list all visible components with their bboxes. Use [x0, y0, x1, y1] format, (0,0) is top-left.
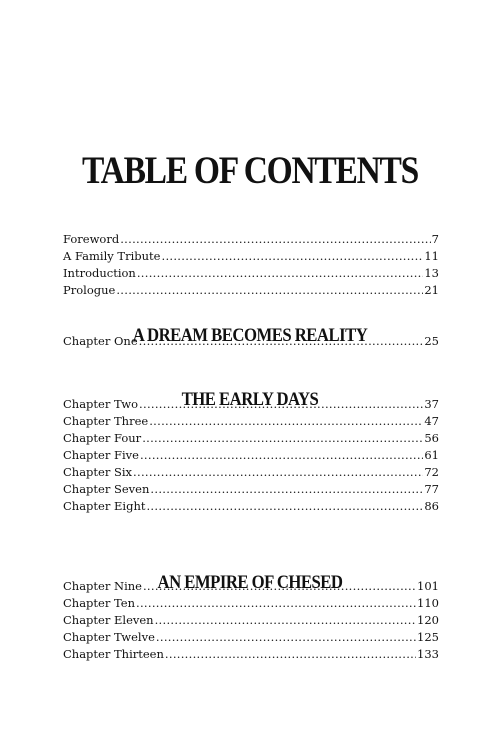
toc-page-number: 47 [424, 414, 439, 428]
dot-leader [150, 481, 423, 498]
dot-leader [116, 282, 423, 299]
section-heading-early-days: THE EARLY DAYS [181, 388, 319, 410]
toc-page-number: 13 [424, 266, 439, 280]
section-heading-dream-becomes-reality: A DREAM BECOMES REALITY [132, 324, 368, 346]
toc-page-number: 86 [424, 499, 439, 513]
toc-entry-title: Chapter Twelve [63, 630, 155, 644]
dot-leader [137, 265, 424, 282]
dot-leader [140, 447, 423, 464]
dot-leader [139, 333, 424, 350]
toc-entry-prologue[interactable] [63, 282, 439, 299]
toc-page-number: 133 [417, 647, 439, 661]
toc-entry-chapter-eight[interactable] [63, 498, 439, 515]
dot-leader [142, 430, 423, 447]
toc-entry-title: Chapter Four [63, 431, 142, 445]
toc-page-number: 61 [424, 448, 439, 462]
toc-entry-chapter-thirteen[interactable] [63, 646, 439, 663]
toc-entry-chapter-five[interactable] [63, 447, 439, 464]
dot-leader [143, 578, 416, 595]
toc-page-number: 56 [424, 431, 439, 445]
toc-entry-title: Chapter Eleven [63, 613, 154, 627]
toc-entry-title: A Family Tribute [63, 249, 161, 263]
section-heading-empire-of-chesed: AN EMPIRE OF CHESED [157, 571, 343, 593]
toc-entry-family-tribute[interactable] [63, 248, 439, 265]
toc-page-number: 125 [417, 630, 439, 644]
toc-entry-chapter-seven[interactable] [63, 481, 439, 498]
front-matter-list [63, 231, 439, 299]
toc-page-number: 120 [417, 613, 439, 627]
toc-page-number: 77 [424, 482, 439, 496]
toc-page-number: 110 [417, 596, 439, 610]
toc-entry-chapter-three[interactable] [63, 413, 439, 430]
toc-entry-chapter-nine[interactable] [63, 578, 439, 595]
toc-entry-title: Chapter Seven [63, 482, 150, 496]
dot-leader [120, 231, 430, 248]
section-entries-dream-becomes-reality [63, 333, 439, 350]
section-entries-empire-of-chesed [63, 578, 439, 663]
toc-entry-chapter-four[interactable] [63, 430, 439, 447]
toc-entry-chapter-six[interactable] [63, 464, 439, 481]
page-title: TABLE OF CONTENTS [82, 149, 418, 193]
dot-leader [149, 413, 423, 430]
toc-entry-introduction[interactable] [63, 265, 439, 282]
toc-entry-chapter-one[interactable] [63, 333, 439, 350]
toc-entry-title: Chapter Thirteen [63, 647, 164, 661]
dot-leader [161, 248, 423, 265]
toc-entry-title: Chapter Two [63, 397, 139, 411]
toc-page-number: 21 [424, 283, 439, 297]
toc-entry-title: Chapter Five [63, 448, 139, 462]
toc-entry-foreword[interactable] [63, 231, 439, 248]
toc-page-number: 25 [424, 334, 439, 348]
dot-leader [146, 498, 423, 515]
toc-entry-title: Introduction [63, 266, 136, 280]
toc-page-number: 37 [424, 397, 439, 411]
toc-page-number: 101 [417, 579, 439, 593]
toc-entry-title: Chapter Eight [63, 499, 146, 513]
toc-entry-chapter-twelve[interactable] [63, 629, 439, 646]
toc-entry-title: Chapter Ten [63, 596, 135, 610]
section-entries-early-days [63, 396, 439, 515]
toc-page-number: 72 [424, 465, 439, 479]
dot-leader [139, 396, 423, 413]
dot-leader [133, 464, 423, 481]
toc-entry-title: Chapter One [63, 334, 138, 348]
toc-entry-chapter-eleven[interactable] [63, 612, 439, 629]
toc-entry-title: Chapter Nine [63, 579, 142, 593]
toc-page-number: 11 [424, 249, 439, 263]
toc-entry-chapter-ten[interactable] [63, 595, 439, 612]
toc-entry-title: Chapter Three [63, 414, 149, 428]
dot-leader [165, 646, 416, 663]
toc-entry-title: Chapter Six [63, 465, 133, 479]
dot-leader [155, 612, 416, 629]
dot-leader [136, 595, 416, 612]
toc-entry-title: Foreword [63, 232, 120, 246]
toc-page-number: 7 [431, 232, 439, 246]
toc-entry-title: Prologue [63, 283, 116, 297]
dot-leader [156, 629, 416, 646]
toc-entry-chapter-two[interactable] [63, 396, 439, 413]
